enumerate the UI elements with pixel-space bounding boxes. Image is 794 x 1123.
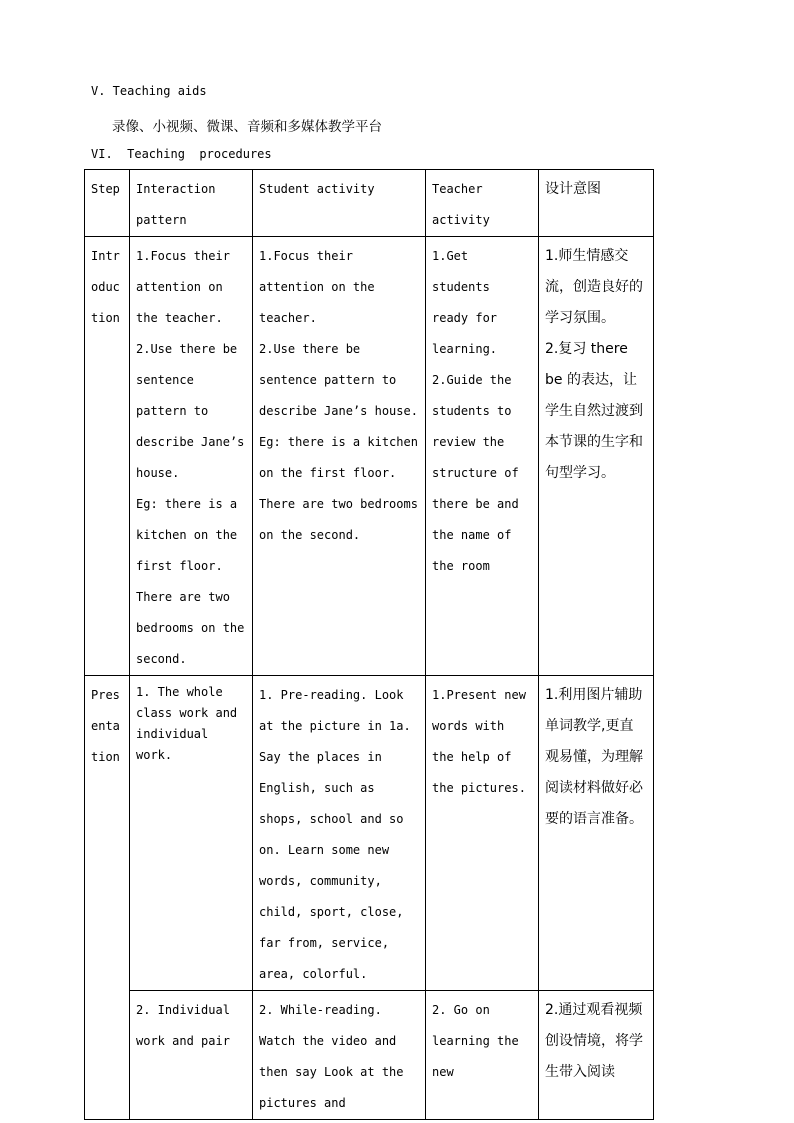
header-student-activity: Student activity	[253, 170, 426, 237]
intro-teacher-item: 1.Get students ready for learning.	[432, 249, 505, 356]
teaching-aids-list: 录像、小视频、微课、音频和多媒体教学平台	[112, 119, 382, 135]
presentation-intent-2: 2.通过观看视频创设情境，将学生带入阅读	[539, 991, 654, 1120]
step-presentation: Presentation	[85, 676, 130, 1120]
header-teacher-activity: Teacher activity	[426, 170, 539, 237]
presentation-intent-1: 1.利用图片辅助单词教学,更直观易懂，为理解阅读材料做好必要的语言准备。	[539, 676, 654, 991]
presentation-pattern-2: 2. Individual work and pair	[130, 991, 253, 1120]
intro-intent-item: 1.师生情感交流，创造良好的学习氛围。	[545, 248, 643, 326]
presentation-pattern-1: 1. The whole class work and individual work.	[130, 676, 253, 991]
step-introduction: Introduction	[85, 237, 130, 676]
table-row-introduction	[85, 237, 654, 676]
section6-heading: VI. Teaching procedures	[91, 147, 272, 161]
header-interaction-pattern: Interaction pattern	[130, 170, 253, 237]
presentation-student-2: 2. While-reading. Watch the video and then say Look at the pictures and	[253, 991, 426, 1120]
presentation-student-1: 1. Pre-reading. Look at the picture in 1a. Say the places in English, such as shops, school and so on. Learn some new words, community, child, sport, close, far from, service, area, colorful.	[253, 676, 426, 991]
table-header-row	[85, 170, 654, 237]
presentation-teacher-1: 1.Present new words with the help of the pictures.	[426, 676, 539, 991]
header-design-intent: 设计意图	[539, 170, 654, 237]
intro-intent-item: 2.复习 there be 的表达，让学生自然过渡到本节课的生字和句型学习。	[545, 341, 643, 481]
table-row-presentation-2	[85, 991, 654, 1120]
intro-design-intent	[539, 237, 654, 676]
intro-pattern-item: 1.Focus their attention on the teacher.	[136, 249, 238, 325]
section5-heading: V. Teaching aids	[91, 84, 207, 98]
intro-pattern-item: 2.Use there be sentence pattern to describe Jane’s house.	[136, 342, 252, 480]
intro-interaction-pattern	[130, 237, 253, 676]
table-row-presentation-1	[85, 676, 654, 991]
intro-student-item: 1.Focus their attention on the teacher.	[259, 249, 382, 325]
intro-student-item: Eg: there is a kitchen on the first floor. There are two bedrooms on the second.	[259, 435, 426, 542]
intro-student-activity	[253, 237, 426, 676]
intro-teacher-item: 2.Guide the students to review the structure of there be and the name of the room	[432, 373, 526, 573]
teaching-procedures-table	[84, 169, 654, 1120]
intro-teacher-activity	[426, 237, 539, 676]
intro-pattern-item: Eg: there is a kitchen on the first floor. There are two bedrooms on the second.	[136, 497, 252, 666]
intro-student-item: 2.Use there be sentence pattern to describe Jane’s house.	[259, 342, 418, 418]
header-step: Step	[85, 170, 130, 237]
presentation-teacher-2: 2. Go on learning the new	[426, 991, 539, 1120]
